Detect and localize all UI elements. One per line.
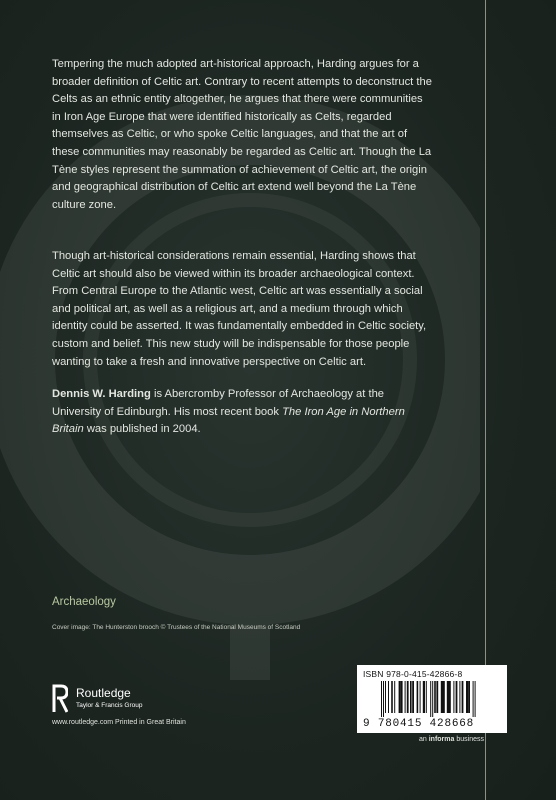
informa-suffix: business bbox=[454, 736, 484, 743]
barcode-bar bbox=[399, 681, 401, 713]
author-bio-text: is Abercromby Professor of Archaeology at the University of Edinburgh. His most recent book bbox=[52, 388, 385, 418]
barcode-bar bbox=[466, 681, 468, 713]
ean-first-digit: 9 bbox=[363, 718, 371, 730]
barcode-bar bbox=[388, 681, 389, 713]
barcode-bar bbox=[407, 681, 409, 713]
author-bio bbox=[52, 386, 432, 439]
ean-left-group: 780415 bbox=[377, 718, 423, 730]
barcode-bar bbox=[447, 681, 449, 713]
publisher-group: Taylor & Francis Group bbox=[76, 702, 143, 709]
barcode-bar bbox=[462, 681, 464, 713]
barcode-bar bbox=[383, 681, 384, 717]
barcode-bar bbox=[430, 681, 431, 717]
subject-category: Archaeology bbox=[52, 596, 116, 608]
blurb-paragraph-2: Though art-historical considerations remain essential, Harding shows that Celtic art should also be viewed within its broader archaeological context. From Central Europe to the Atlantic west, Celtic art was essentially a social and political art, as well as a religious art, and a medium through which identity could be asserted. It was fundamentally embedded in Celtic society, custom and belief. This new study will be indispensable for those people wanting to take a fresh and innovative perspective on Celtic art. bbox=[52, 250, 427, 368]
barcode-bars bbox=[379, 681, 499, 717]
barcode-bar bbox=[443, 681, 445, 713]
barcode-bar bbox=[449, 681, 451, 713]
informa-business-label bbox=[419, 736, 484, 743]
barcode-bar bbox=[385, 681, 386, 713]
publisher-url-line: www.routledge.com Printed in Great Britain bbox=[52, 719, 186, 726]
barcode-bar bbox=[459, 681, 460, 713]
barcode-bar bbox=[391, 681, 393, 713]
barcode-bar bbox=[412, 681, 414, 713]
author-book-title: The Iron Age in Northern Britain bbox=[52, 405, 405, 436]
barcode-bar bbox=[426, 681, 427, 713]
informa-word: informa bbox=[428, 736, 455, 743]
barcode-bar bbox=[473, 681, 474, 717]
ean-right-group: 428668 bbox=[429, 718, 475, 730]
barcode-bar bbox=[456, 681, 458, 713]
isbn-label: ISBN 978-0-415-42866-8 bbox=[363, 669, 463, 679]
isbn-barcode bbox=[357, 665, 507, 733]
barcode-bar bbox=[441, 681, 443, 713]
barcode-bar bbox=[410, 681, 412, 713]
publisher-name: Routledge bbox=[76, 686, 131, 700]
cover-image-credit: Cover image: The Hunterston brooch © Trustees of the National Museums of Scotland bbox=[52, 624, 301, 631]
barcode-bar bbox=[420, 681, 421, 713]
barcode-bar bbox=[434, 681, 436, 713]
routledge-logo-icon bbox=[52, 684, 68, 714]
blurb-paragraph-1: Tempering the much adopted art-historical approach, Harding argues for a broader definition of Celtic art. Contrary to recent attempts to deconstruct the Celts as an ethnic entity altogether, he argues that there were communities in Iron Age Europe that were identified historically as Celts, regarded themselves as Celtic, or who spoke Celtic languages, and that the art of these communities may reasonably be regarded as Celtic art. Though the La Tène styles represent the summation of achievement of Celtic art, the origin and geographical distribution of Celtic art extend well beyond the La Tène culture zone. bbox=[52, 58, 432, 211]
barcode-bar bbox=[453, 681, 454, 713]
ean-digits bbox=[363, 718, 474, 730]
barcode-bar bbox=[381, 681, 382, 717]
informa-prefix: an bbox=[419, 736, 429, 743]
author-bio-end: was published in 2004. bbox=[83, 423, 201, 436]
barcode-bar bbox=[401, 681, 403, 713]
barcode-bar bbox=[468, 681, 470, 713]
barcode-bar bbox=[475, 681, 476, 717]
barcode-bar bbox=[423, 681, 425, 713]
barcode-bar bbox=[394, 681, 395, 713]
barcode-bar bbox=[417, 681, 419, 713]
barcode-bar bbox=[432, 681, 433, 717]
author-name: Dennis W. Harding bbox=[52, 388, 151, 400]
barcode-bar bbox=[405, 681, 406, 713]
barcode-bar bbox=[436, 681, 438, 713]
